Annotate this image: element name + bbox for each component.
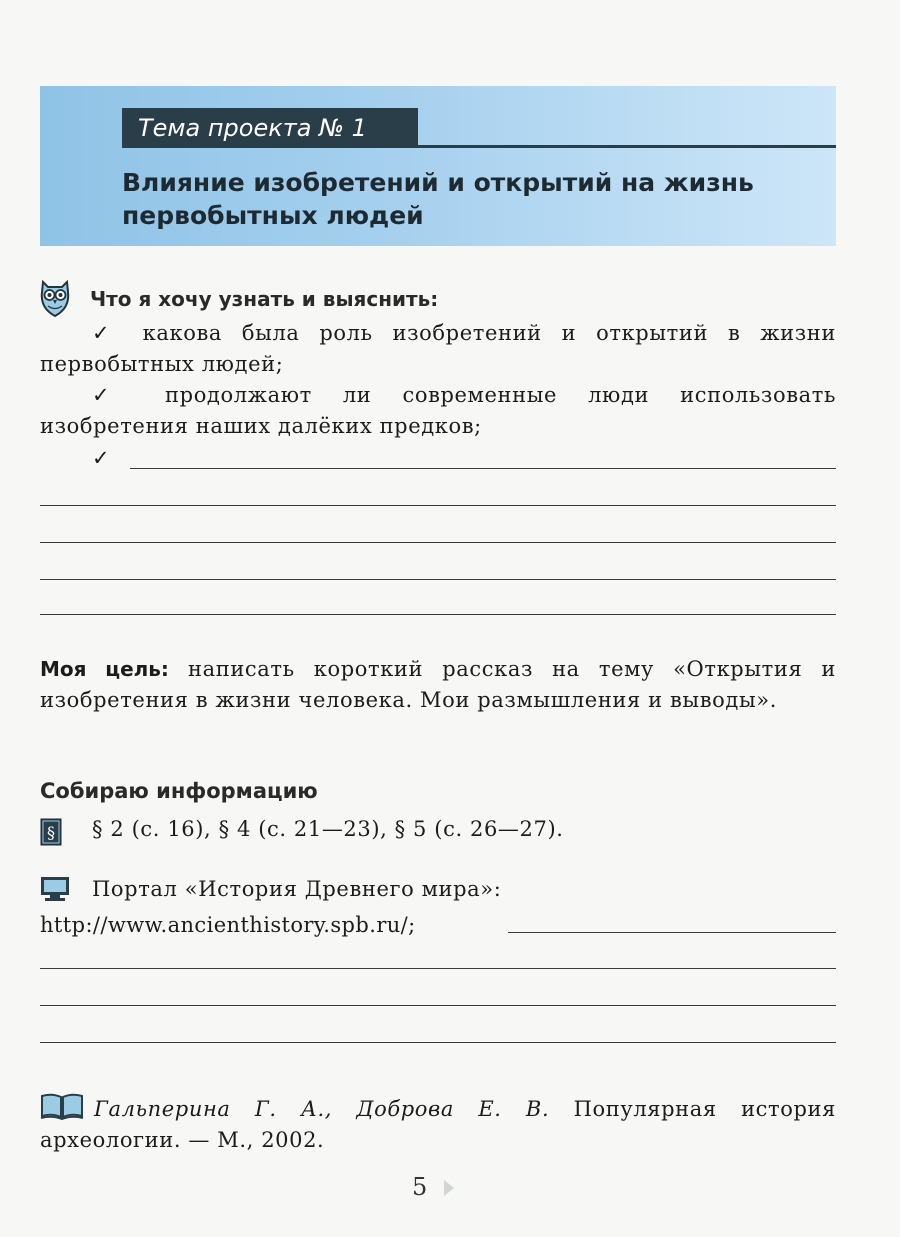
topic-divider [418, 145, 836, 148]
owl-icon [38, 278, 72, 318]
goal-paragraph [40, 654, 836, 716]
portal-url[interactable]: http://www.ancienthistory.spb.ru/; [40, 913, 416, 937]
goal-label: Моя цель: [40, 657, 169, 681]
page-number: 5 [412, 1173, 428, 1201]
portal-text: Портал «История Древнего мира»: [92, 877, 502, 901]
question-item-3-check: ✓ [92, 446, 110, 470]
page-arrow-icon [442, 1178, 456, 1198]
collect-info-heading: Собираю информацию [40, 779, 318, 803]
writing-line[interactable] [508, 932, 836, 933]
writing-line[interactable] [40, 542, 836, 543]
goal-text: написать короткий рассказ на тему «Открытия и изобретения в жизни человека. Мои размышления и выводы». [40, 657, 836, 712]
writing-line[interactable] [40, 1005, 836, 1006]
paragraph-icon [40, 818, 62, 846]
book-reference [40, 1094, 836, 1156]
writing-line[interactable] [130, 468, 836, 469]
monitor-icon [40, 876, 70, 902]
paragraph-icon-glyph: § [47, 823, 55, 842]
textbook-paragraph-refs: § 2 (с. 16), § 4 (с. 21—23), § 5 (с. 26—27). [92, 817, 564, 841]
question-item-1: ✓ какова была роль изобретений и открытий в жизни первобытных людей; [40, 321, 836, 376]
writing-line[interactable] [40, 505, 836, 506]
project-topic-label: Тема проекта № 1 [122, 108, 418, 148]
question-item-2: ✓ продолжают ли современные люди использовать изобретения наших далёких предков; [40, 383, 836, 438]
reference-authors: Гальперина Г. А., Доброва Е. В. [94, 1097, 550, 1121]
writing-line[interactable] [40, 579, 836, 580]
writing-line[interactable] [40, 968, 836, 969]
topic-title: Влияние изобретений и открытий на жизнь первобытных людей [122, 168, 754, 230]
writing-line[interactable] [40, 614, 836, 615]
writing-line[interactable] [40, 1042, 836, 1043]
reference-title: Популярная история археологии. — М., 2002. [40, 1097, 836, 1152]
want-to-know-heading: Что я хочу узнать и выяснить: [90, 287, 439, 311]
